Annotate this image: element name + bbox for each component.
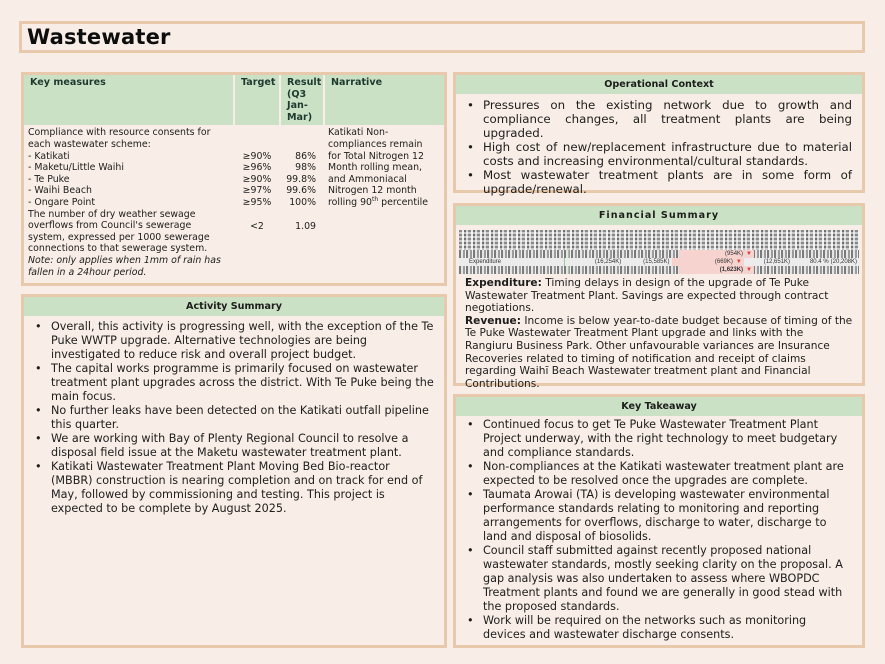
bullet-icon: • xyxy=(467,544,474,557)
list-item: • No further leaks have been detected on the Katikati outfall pipeline this quarter. xyxy=(35,404,429,431)
operational-context-panel xyxy=(453,72,865,196)
bullet-icon: • xyxy=(467,98,474,112)
expenditure-commentary: Expenditure: Timing delays in design of the upgrade of Te Puke Wastewater Treatment Plant. Savings are expected through contract negotiations. xyxy=(465,277,829,315)
financial-table-header-obscured xyxy=(459,230,859,250)
table-row: - Te Puke ≥90% 99.8% xyxy=(28,173,316,185)
bullet-icon: • xyxy=(467,140,474,154)
table-row: - Ongare Point ≥95% 100% xyxy=(28,196,316,208)
financial-row-surplus: (1,623K) ▼ xyxy=(459,266,859,274)
bullet-icon: • xyxy=(35,432,42,445)
page-title: Wastewater xyxy=(27,25,171,49)
down-arrow-icon: ▼ xyxy=(746,267,752,273)
financial-summary-panel xyxy=(453,203,865,390)
measure-overflows: The number of dry weather sewage overflows from Council's sewerage system, expressed per 1000 sewerage connections to that sewerage system. Note: only applies when 1mm of rain has fallen in a 24hour period. xyxy=(24,209,234,279)
measure-compliance-narrative: Katikati Non- compliances remain for Total Nitrogen 12 Month rolling mean, and Ammoniacal Nitrogen 12 month rolling 90th percentile xyxy=(328,127,429,208)
bullet-icon: • xyxy=(35,362,42,375)
financial-table xyxy=(459,230,859,274)
bullet-icon: • xyxy=(467,418,474,431)
key-measures-header-row xyxy=(24,75,444,125)
bullet-icon: • xyxy=(467,168,474,182)
activity-summary-panel xyxy=(21,294,447,648)
list-item: • Continued focus to get Te Puke Wastewater Treatment Plant Project underway, with the right technology to meet budgetary and compliance standards. xyxy=(467,418,838,459)
bullet-icon: • xyxy=(467,488,474,501)
header-key-measures: Key measures xyxy=(24,75,234,125)
key-measures-panel xyxy=(21,72,447,286)
list-item: • Council staff submitted against recently proposed national wastewater standards, mostly seeking clarity on the proposal. A gap analysis was also undertaken to assess where WBOPDC Treatment plants and found we are generally in good stead with the proposed standards. xyxy=(467,544,843,613)
key-measures-table xyxy=(24,75,444,278)
table-row: The number of dry weather sewage overflows from Council's sewerage system, expressed per 1000 sewerage connections to that sewerage system. Note: only applies when 1mm of rain has fallen in a 24hour period. <2 1.09 xyxy=(24,209,444,279)
bullet-icon: • xyxy=(35,460,42,473)
financial-commentary xyxy=(456,274,862,390)
header-narrative: Narrative xyxy=(324,75,444,125)
bullet-icon: • xyxy=(467,460,474,473)
list-item: • Taumata Arowai (TA) is developing wastewater environmental performance standards relating to monitoring and reporting arrangements for overflows, discharge to water, discharge to land and disposal of biosolids. xyxy=(467,488,830,543)
list-item: • Pressures on the existing network due to growth and compliance changes, all treatment plants are being upgraded. xyxy=(467,98,852,140)
table-row xyxy=(24,125,444,150)
list-item: • Most wastewater treatment plants are in some form of upgrade/renewal. xyxy=(467,168,852,196)
header-target: Target xyxy=(234,75,280,125)
key-takeaway-list xyxy=(456,416,862,642)
financial-summary-heading: Financial Summary xyxy=(456,206,862,225)
financial-row-revenue: (954K) ▼ xyxy=(459,250,859,258)
list-item: • Overall, this activity is progressing well, with the exception of the Te Puke WWTP upgrade. Alternative technologies are being investigated to reduce risk and overall project budget. xyxy=(35,320,434,361)
list-item: • The capital works programme is primarily focused on wastewater treatment plant upgrades across the district. With Te Puke being the main focus. xyxy=(35,362,434,403)
list-item: • Non-compliances at the Katikati wastewater treatment plant are expected to be resolved once the upgrades are complete. xyxy=(467,460,844,487)
bullet-icon: • xyxy=(467,614,474,627)
operational-context-heading: Operational Context xyxy=(456,75,862,94)
down-arrow-icon: ▼ xyxy=(746,251,752,257)
table-row: - Katikati ≥90% 86% xyxy=(28,150,316,162)
down-arrow-icon: ▼ xyxy=(735,259,742,265)
bullet-icon: • xyxy=(35,404,42,417)
key-takeaway-heading: Key Takeaway xyxy=(456,397,862,416)
list-item: • Work will be required on the networks such as monitoring devices and wastewater discharge consents. xyxy=(467,614,807,641)
bullet-icon: • xyxy=(35,320,42,333)
table-row: - Maketu/Little Waihi ≥96% 98% xyxy=(28,162,316,174)
list-item: • High cost of new/replacement infrastructure due to material costs and increasing environmental/cultural standards. xyxy=(467,140,852,168)
activity-summary-heading: Activity Summary xyxy=(24,297,444,316)
list-item: • Katikati Wastewater Treatment Plant Moving Bed Bio-reactor (MBBR) construction is nearing completion and on track for end of May, followed by commissioning and testing. This project is expected to be complete by August 2025. xyxy=(35,460,423,515)
header-result: Result (Q3 Jan-Mar) xyxy=(280,75,324,125)
activity-summary-list xyxy=(24,316,444,516)
revenue-commentary: Revenue: Income is below year-to-date budget because of timing of the Te Puke Wastewater Treatment Plant upgrade and links with the Rangiuru Business Park. Other unfavourable variances are Insurance Recoveries related to timing of notification and receipt of claims regarding Waihī Beach Wastewater treatment plant and Financial Contributions. xyxy=(465,314,853,390)
operational-context-list xyxy=(456,94,862,196)
key-takeaway-panel xyxy=(453,394,865,648)
measure-overflows-note: Note: only applies when 1mm of rain has fallen in a 24hour period. xyxy=(28,254,221,278)
table-row: - Waihi Beach ≥97% 99.6% xyxy=(28,185,316,197)
title-panel xyxy=(19,21,865,53)
measure-compliance-intro: Compliance with resource consents for each wastewater scheme: xyxy=(28,127,211,150)
list-item: • We are working with Bay of Plenty Regional Council to resolve a disposal field issue at the Maketu wastewater treatment plant. xyxy=(35,432,409,459)
financial-row-expenditure: Expenditure (16,254K) (15,585K) (669K) ▼ (12,651K) 80.4 % (20,208K) xyxy=(459,258,859,266)
